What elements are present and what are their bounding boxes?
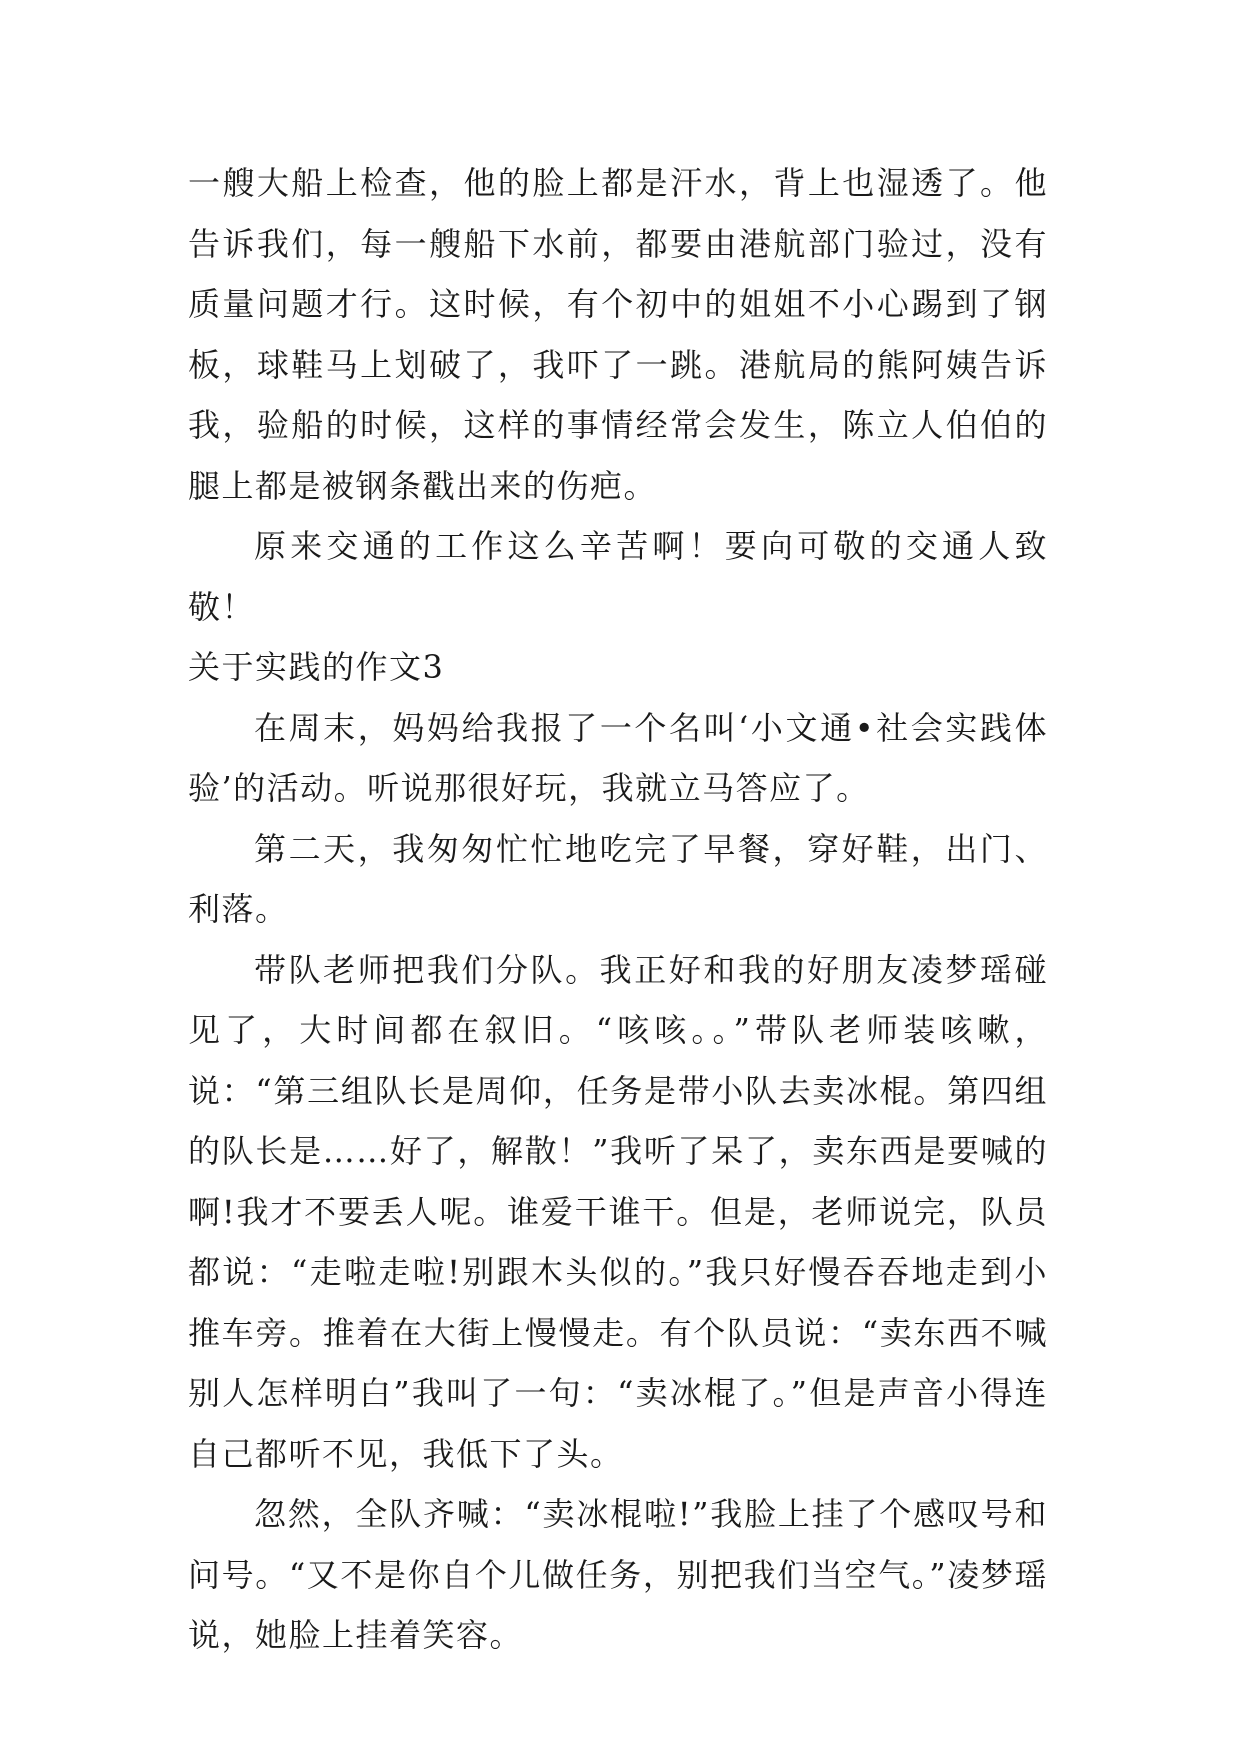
essay-heading: 关于实践的作文3 (188, 648, 445, 686)
paragraph-continued: 一艘大船上检查，他的脸上都是汗水，背上也湿透了。他告诉我们，每一艘船下水前，都要由港航部门验过，没有质量问题才行。这时候，有个初中的姐姐不小心踢到了钢板，球鞋马上划破了，我吓了一跳。港航局的熊阿姨告诉我，验船的时候，这样的事情经常会发生，陈立人伯伯的腿上都是被钢条戳出来的伤疤。 (188, 164, 1048, 505)
paragraph-tribute: 原来交通的工作这么辛苦啊！要向可敬的交通人致敬！ (188, 527, 1048, 626)
paragraph-shout: 忽然，全队齐喊：“卖冰棍啦!”我脸上挂了个感叹号和问号。“又不是你自个儿做任务，别把我们当空气。”凌梦瑶说，她脸上挂着笑容。 (188, 1495, 1048, 1654)
paragraph-team: 带队老师把我们分队。我正好和我的好朋友凌梦瑶碰见了，大时间都在叙旧。“咳咳。。”带队老师装咳嗽，说：“第三组队长是周仰，任务是带小队去卖冰棍。第四组的队长是……好了，解散！”我听了呆了，卖东西是要喊的啊!我才不要丢人呢。谁爱干谁干。但是，老师说完，队员都说：“走啦走啦!别跟木头似的。”我只好慢吞吞地走到小推车旁。推着在大街上慢慢走。有个队员说：“卖东西不喊别人怎样明白”我叫了一句：“卖冰棍了。”但是声音小得连自己都听不见，我低下了头。 (188, 950, 1048, 1473)
paragraph-next-day: 第二天，我匆匆忙忙地吃完了早餐，穿好鞋，出门、利落。 (188, 829, 1048, 928)
paragraph-weekend: 在周末，妈妈给我报了一个名叫‘小文通•社会实践体验’的活动。听说那很好玩，我就立马答应了。 (188, 708, 1048, 807)
article-body (188, 153, 1048, 1666)
